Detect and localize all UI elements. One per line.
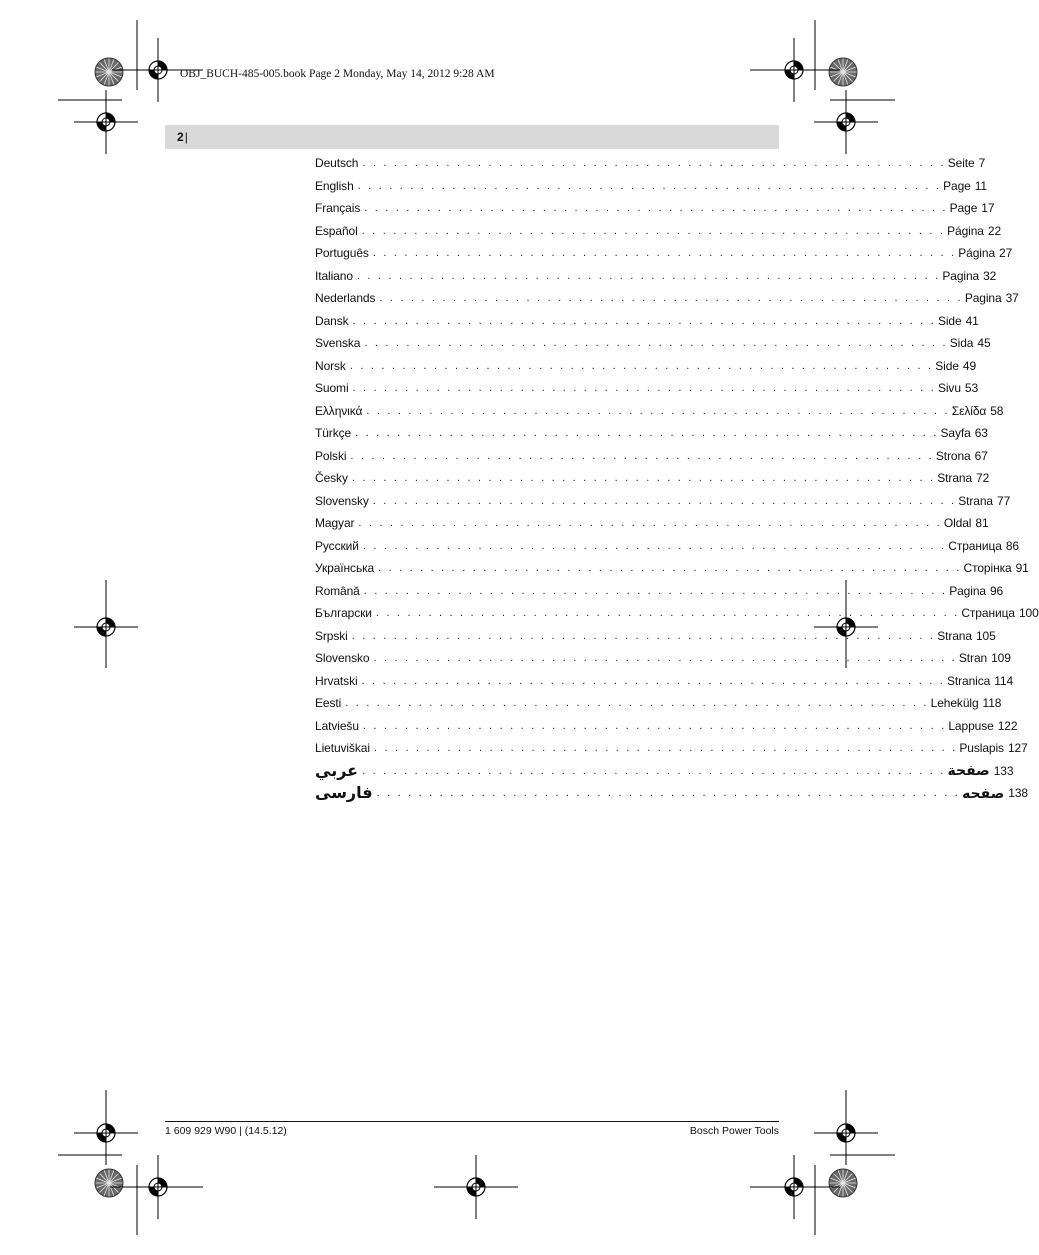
- toc-page-number: 81: [975, 516, 989, 531]
- toc-row: [315, 175, 988, 198]
- toc-page-number: 41: [965, 313, 979, 328]
- toc-row: [315, 535, 1020, 558]
- toc-row: [315, 647, 1011, 670]
- toc-row: [315, 310, 979, 333]
- toc-page-number: 53: [964, 381, 979, 396]
- toc-language: Русский: [315, 538, 359, 553]
- toc-page-number: 127: [1007, 741, 1028, 756]
- toc-language: Lietuviškai: [315, 741, 370, 756]
- toc-page-word: Sivu: [937, 381, 961, 396]
- toc-language: Česky: [315, 471, 348, 486]
- toc-page-word: صفحه: [962, 784, 1005, 801]
- toc-language: Română: [315, 583, 360, 598]
- toc-page-word: Lappuse: [948, 718, 994, 733]
- toc-leader-dots: . . . . . . . . . . . . . . . . . . . . . . . . . . . . . . . . . . . . . . . . . . . . . . . . . . . . . . . .: [364, 337, 948, 350]
- toc-row: [315, 152, 986, 175]
- footer-brand: Bosch Power Tools: [689, 1125, 779, 1137]
- toc-page-number: 133: [993, 763, 1014, 778]
- toc-page-word: Страница: [961, 606, 1015, 621]
- toc-leader-dots: . . . . . . . . . . . . . . . . . . . . . . . . . . . . . . . . . . . . . . . . . . . . . . . . . . . . . . . .: [351, 629, 936, 642]
- toc-row: [315, 782, 1028, 805]
- toc-leader-dots: . . . . . . . . . . . . . . . . . . . . . . . . . . . . . . . . . . . . . . . . . . . . . . . . . . . . . . . .: [378, 562, 962, 575]
- toc-language: Suomi: [315, 381, 349, 396]
- toc-page-word: Sida: [949, 336, 974, 351]
- toc-page-number: 91: [1015, 561, 1029, 576]
- toc-page-word: Side: [937, 313, 962, 328]
- toc-language: فارسی: [315, 785, 373, 803]
- toc-leader-dots: . . . . . . . . . . . . . . . . . . . . . . . . . . . . . . . . . . . . . . . . . . . . . . . . . . . . . . . .: [356, 269, 941, 282]
- toc-page-number: 114: [994, 673, 1014, 688]
- toc-language: Español: [315, 223, 358, 238]
- toc-language: Srpski: [315, 628, 348, 643]
- toc-leader-dots: . . . . . . . . . . . . . . . . . . . . . . . . . . . . . . . . . . . . . . . . . . . . . . . . . . . . . . . .: [373, 652, 957, 665]
- toc-page-number: 72: [976, 471, 990, 486]
- toc-page-word: Pagina: [942, 268, 980, 283]
- footer-divider: [165, 1121, 779, 1122]
- toc-leader-dots: . . . . . . . . . . . . . . . . . . . . . . . . . . . . . . . . . . . . . . . . . . . . . . . . . . . . . . . .: [358, 517, 942, 530]
- toc-language: Français: [315, 201, 361, 216]
- toc-row: [315, 692, 1002, 715]
- toc-leader-dots: . . . . . . . . . . . . . . . . . . . . . . . . . . . . . . . . . . . . . . . . . . . . . . . . . . . . . . . .: [351, 472, 936, 485]
- toc-row: [315, 355, 977, 378]
- toc-row: [315, 265, 997, 288]
- toc-page-number: 7: [978, 156, 986, 171]
- toc-language: Polski: [315, 448, 347, 463]
- toc-leader-dots: . . . . . . . . . . . . . . . . . . . . . . . . . . . . . . . . . . . . . . . . . . . . . . . . . . . . . . . .: [375, 607, 960, 620]
- toc-leader-dots: . . . . . . . . . . . . . . . . . . . . . . . . . . . . . . . . . . . . . . . . . . . . . . . . . . . . . . . .: [350, 449, 934, 462]
- toc-page-word: Página: [947, 223, 984, 238]
- page-header-band: [165, 125, 779, 149]
- toc-page-number: 109: [991, 651, 1011, 666]
- toc-row: [315, 490, 1011, 513]
- toc-page-word: Pagina: [964, 291, 1002, 306]
- toc-language: Ελληνικά: [315, 403, 363, 418]
- toc-page-number: 37: [1005, 291, 1019, 306]
- toc-language: Български: [315, 606, 372, 621]
- book-file-header: OBJ_BUCH-485-005.book Page 2 Monday, May 14, 2012 9:28 AM: [180, 68, 495, 80]
- page-number-separator: |: [184, 130, 188, 144]
- toc-language: Hrvatski: [315, 673, 358, 688]
- toc-page-word: Page: [943, 178, 971, 193]
- toc-page-number: 63: [974, 426, 988, 441]
- toc-language: Português: [315, 246, 369, 261]
- toc-page-word: Page: [949, 201, 978, 216]
- toc-page-word: Strana: [958, 493, 993, 508]
- toc-leader-dots: . . . . . . . . . . . . . . . . . . . . . . . . . . . . . . . . . . . . . . . . . . . . . . . . . . . . . . . .: [372, 247, 957, 260]
- toc-page-word: Stranica: [946, 673, 991, 688]
- toc-language: Deutsch: [315, 156, 359, 171]
- toc-row: [315, 332, 991, 355]
- toc-leader-dots: . . . . . . . . . . . . . . . . . . . . . . . . . . . . . . . . . . . . . . . . . . . . . . . . . . . . . . . .: [372, 494, 957, 507]
- toc-page-number: 49: [962, 358, 977, 373]
- toc-row: [315, 242, 1013, 265]
- toc-page-word: Σελίδα: [951, 403, 987, 418]
- toc-row: [315, 625, 996, 648]
- toc-row: [315, 422, 988, 445]
- toc-leader-dots: . . . . . . . . . . . . . . . . . . . . . . . . . . . . . . . . . . . . . . . . . . . . . . . . . . . . . . . .: [364, 202, 948, 215]
- toc-row: [315, 467, 990, 490]
- toc-page-number: 32: [983, 268, 997, 283]
- toc-page-word: Side: [935, 358, 959, 373]
- toc-language: Türkçe: [315, 426, 352, 441]
- toc-language: Latviešu: [315, 718, 359, 733]
- toc-page-word: Seite: [947, 156, 975, 171]
- footer-document-number: 1 609 929 W90 | (14.5.12): [165, 1125, 287, 1137]
- toc-page-word: Сторінка: [963, 561, 1012, 576]
- toc-row: [315, 557, 1029, 580]
- toc-language: Українська: [315, 561, 375, 576]
- toc-leader-dots: . . . . . . . . . . . . . . . . . . . . . . . . . . . . . . . . . . . . . . . . . . . . . . . . . . . . . . . .: [361, 674, 945, 687]
- toc-language: Magyar: [315, 516, 355, 531]
- toc-page-word: Lehekülg: [930, 696, 979, 711]
- toc-page-word: Страница: [948, 538, 1002, 553]
- toc-page-number: 11: [974, 178, 988, 193]
- toc-page-number: 27: [999, 246, 1013, 261]
- toc-leader-dots: . . . . . . . . . . . . . . . . . . . . . . . . . . . . . . . . . . . . . . . . . . . . . . . . . . . . . . . .: [362, 764, 946, 777]
- toc-page-word: Pagina: [949, 583, 986, 598]
- toc-leader-dots: . . . . . . . . . . . . . . . . . . . . . . . . . . . . . . . . . . . . . . . . . . . . . . . . . . . . . . . .: [361, 224, 946, 237]
- toc-language: عربي: [315, 762, 359, 780]
- toc-page-number: 22: [987, 223, 1002, 238]
- page-number: [177, 130, 188, 144]
- toc-leader-dots: . . . . . . . . . . . . . . . . . . . . . . . . . . . . . . . . . . . . . . . . . . . . . . . . . . . . . . . .: [366, 404, 950, 417]
- toc-page-number: 122: [997, 718, 1018, 733]
- toc-leader-dots: . . . . . . . . . . . . . . . . . . . . . . . . . . . . . . . . . . . . . . . . . . . . . . . . . . . . . . . .: [352, 382, 936, 395]
- toc-leader-dots: . . . . . . . . . . . . . . . . . . . . . . . . . . . . . . . . . . . . . . . . . . . . . . . . . . . . . . . .: [362, 539, 947, 552]
- page-number-value: 2: [177, 130, 184, 144]
- toc-language: Slovensky: [315, 493, 369, 508]
- toc-page-word: صفحة: [947, 762, 990, 779]
- toc-page-word: Strana: [937, 628, 972, 643]
- toc-row: [315, 512, 989, 535]
- toc-page-number: 96: [989, 583, 1004, 598]
- toc-page-word: Página: [958, 246, 996, 261]
- toc-language: Eesti: [315, 696, 342, 711]
- toc-leader-dots: . . . . . . . . . . . . . . . . . . . . . . . . . . . . . . . . . . . . . . . . . . . . . . . . . . . . . . . .: [373, 742, 958, 755]
- toc-page-number: 17: [981, 201, 995, 216]
- toc-row: [315, 715, 1018, 738]
- toc-page-number: 105: [975, 628, 996, 643]
- toc-language: Nederlands: [315, 291, 376, 306]
- toc-page-number: 58: [990, 403, 1004, 418]
- toc-leader-dots: . . . . . . . . . . . . . . . . . . . . . . . . . . . . . . . . . . . . . . . . . . . . . . . . . . . . . . . .: [379, 292, 963, 305]
- toc-page-word: Strona: [935, 448, 971, 463]
- toc-language: English: [315, 178, 354, 193]
- table-of-contents: [315, 152, 1039, 805]
- toc-row: [315, 580, 1004, 603]
- toc-row: [315, 197, 995, 220]
- toc-page-word: Stran: [958, 651, 988, 666]
- toc-page-number: 138: [1008, 786, 1028, 801]
- toc-leader-dots: . . . . . . . . . . . . . . . . . . . . . . . . . . . . . . . . . . . . . . . . . . . . . . . . . . . . . . . .: [349, 359, 934, 372]
- toc-leader-dots: . . . . . . . . . . . . . . . . . . . . . . . . . . . . . . . . . . . . . . . . . . . . . . . . . . . . . . . .: [357, 179, 942, 192]
- toc-page-number: 86: [1005, 538, 1020, 553]
- toc-leader-dots: . . . . . . . . . . . . . . . . . . . . . . . . . . . . . . . . . . . . . . . . . . . . . . . . . . . . . . . .: [362, 719, 947, 732]
- toc-leader-dots: . . . . . . . . . . . . . . . . . . . . . . . . . . . . . . . . . . . . . . . . . . . . . . . . . . . . . . . .: [345, 697, 929, 710]
- toc-leader-dots: . . . . . . . . . . . . . . . . . . . . . . . . . . . . . . . . . . . . . . . . . . . . . . . . . . . . . . . .: [376, 787, 961, 800]
- toc-row: [315, 445, 988, 468]
- toc-row: [315, 377, 979, 400]
- toc-leader-dots: . . . . . . . . . . . . . . . . . . . . . . . . . . . . . . . . . . . . . . . . . . . . . . . . . . . . . . . .: [362, 157, 946, 170]
- toc-page-word: Oldal: [943, 516, 972, 531]
- toc-language: Italiano: [315, 268, 353, 283]
- toc-language: Norsk: [315, 358, 346, 373]
- toc-row: [315, 737, 1028, 760]
- toc-page-word: Puslapis: [959, 741, 1004, 756]
- toc-row: [315, 760, 1014, 783]
- toc-row: [315, 670, 1014, 693]
- toc-language: Dansk: [315, 313, 349, 328]
- toc-row: [315, 287, 1019, 310]
- toc-page-number: 77: [997, 493, 1011, 508]
- toc-page-word: Sayfa: [940, 426, 971, 441]
- toc-page-number: 100: [1018, 606, 1039, 621]
- toc-row: [315, 602, 1039, 625]
- toc-language: Slovensko: [315, 651, 370, 666]
- toc-leader-dots: . . . . . . . . . . . . . . . . . . . . . . . . . . . . . . . . . . . . . . . . . . . . . . . . . . . . . . . .: [355, 427, 939, 440]
- toc-row: [315, 400, 1004, 423]
- toc-page-number: 118: [982, 696, 1002, 711]
- toc-page-number: 67: [974, 448, 988, 463]
- toc-page-number: 45: [977, 336, 991, 351]
- toc-leader-dots: . . . . . . . . . . . . . . . . . . . . . . . . . . . . . . . . . . . . . . . . . . . . . . . . . . . . . . . .: [363, 584, 948, 597]
- toc-row: [315, 220, 1002, 243]
- toc-language: Svenska: [315, 336, 361, 351]
- toc-leader-dots: . . . . . . . . . . . . . . . . . . . . . . . . . . . . . . . . . . . . . . . . . . . . . . . . . . . . . . . .: [352, 314, 936, 327]
- toc-page-word: Strana: [937, 471, 973, 486]
